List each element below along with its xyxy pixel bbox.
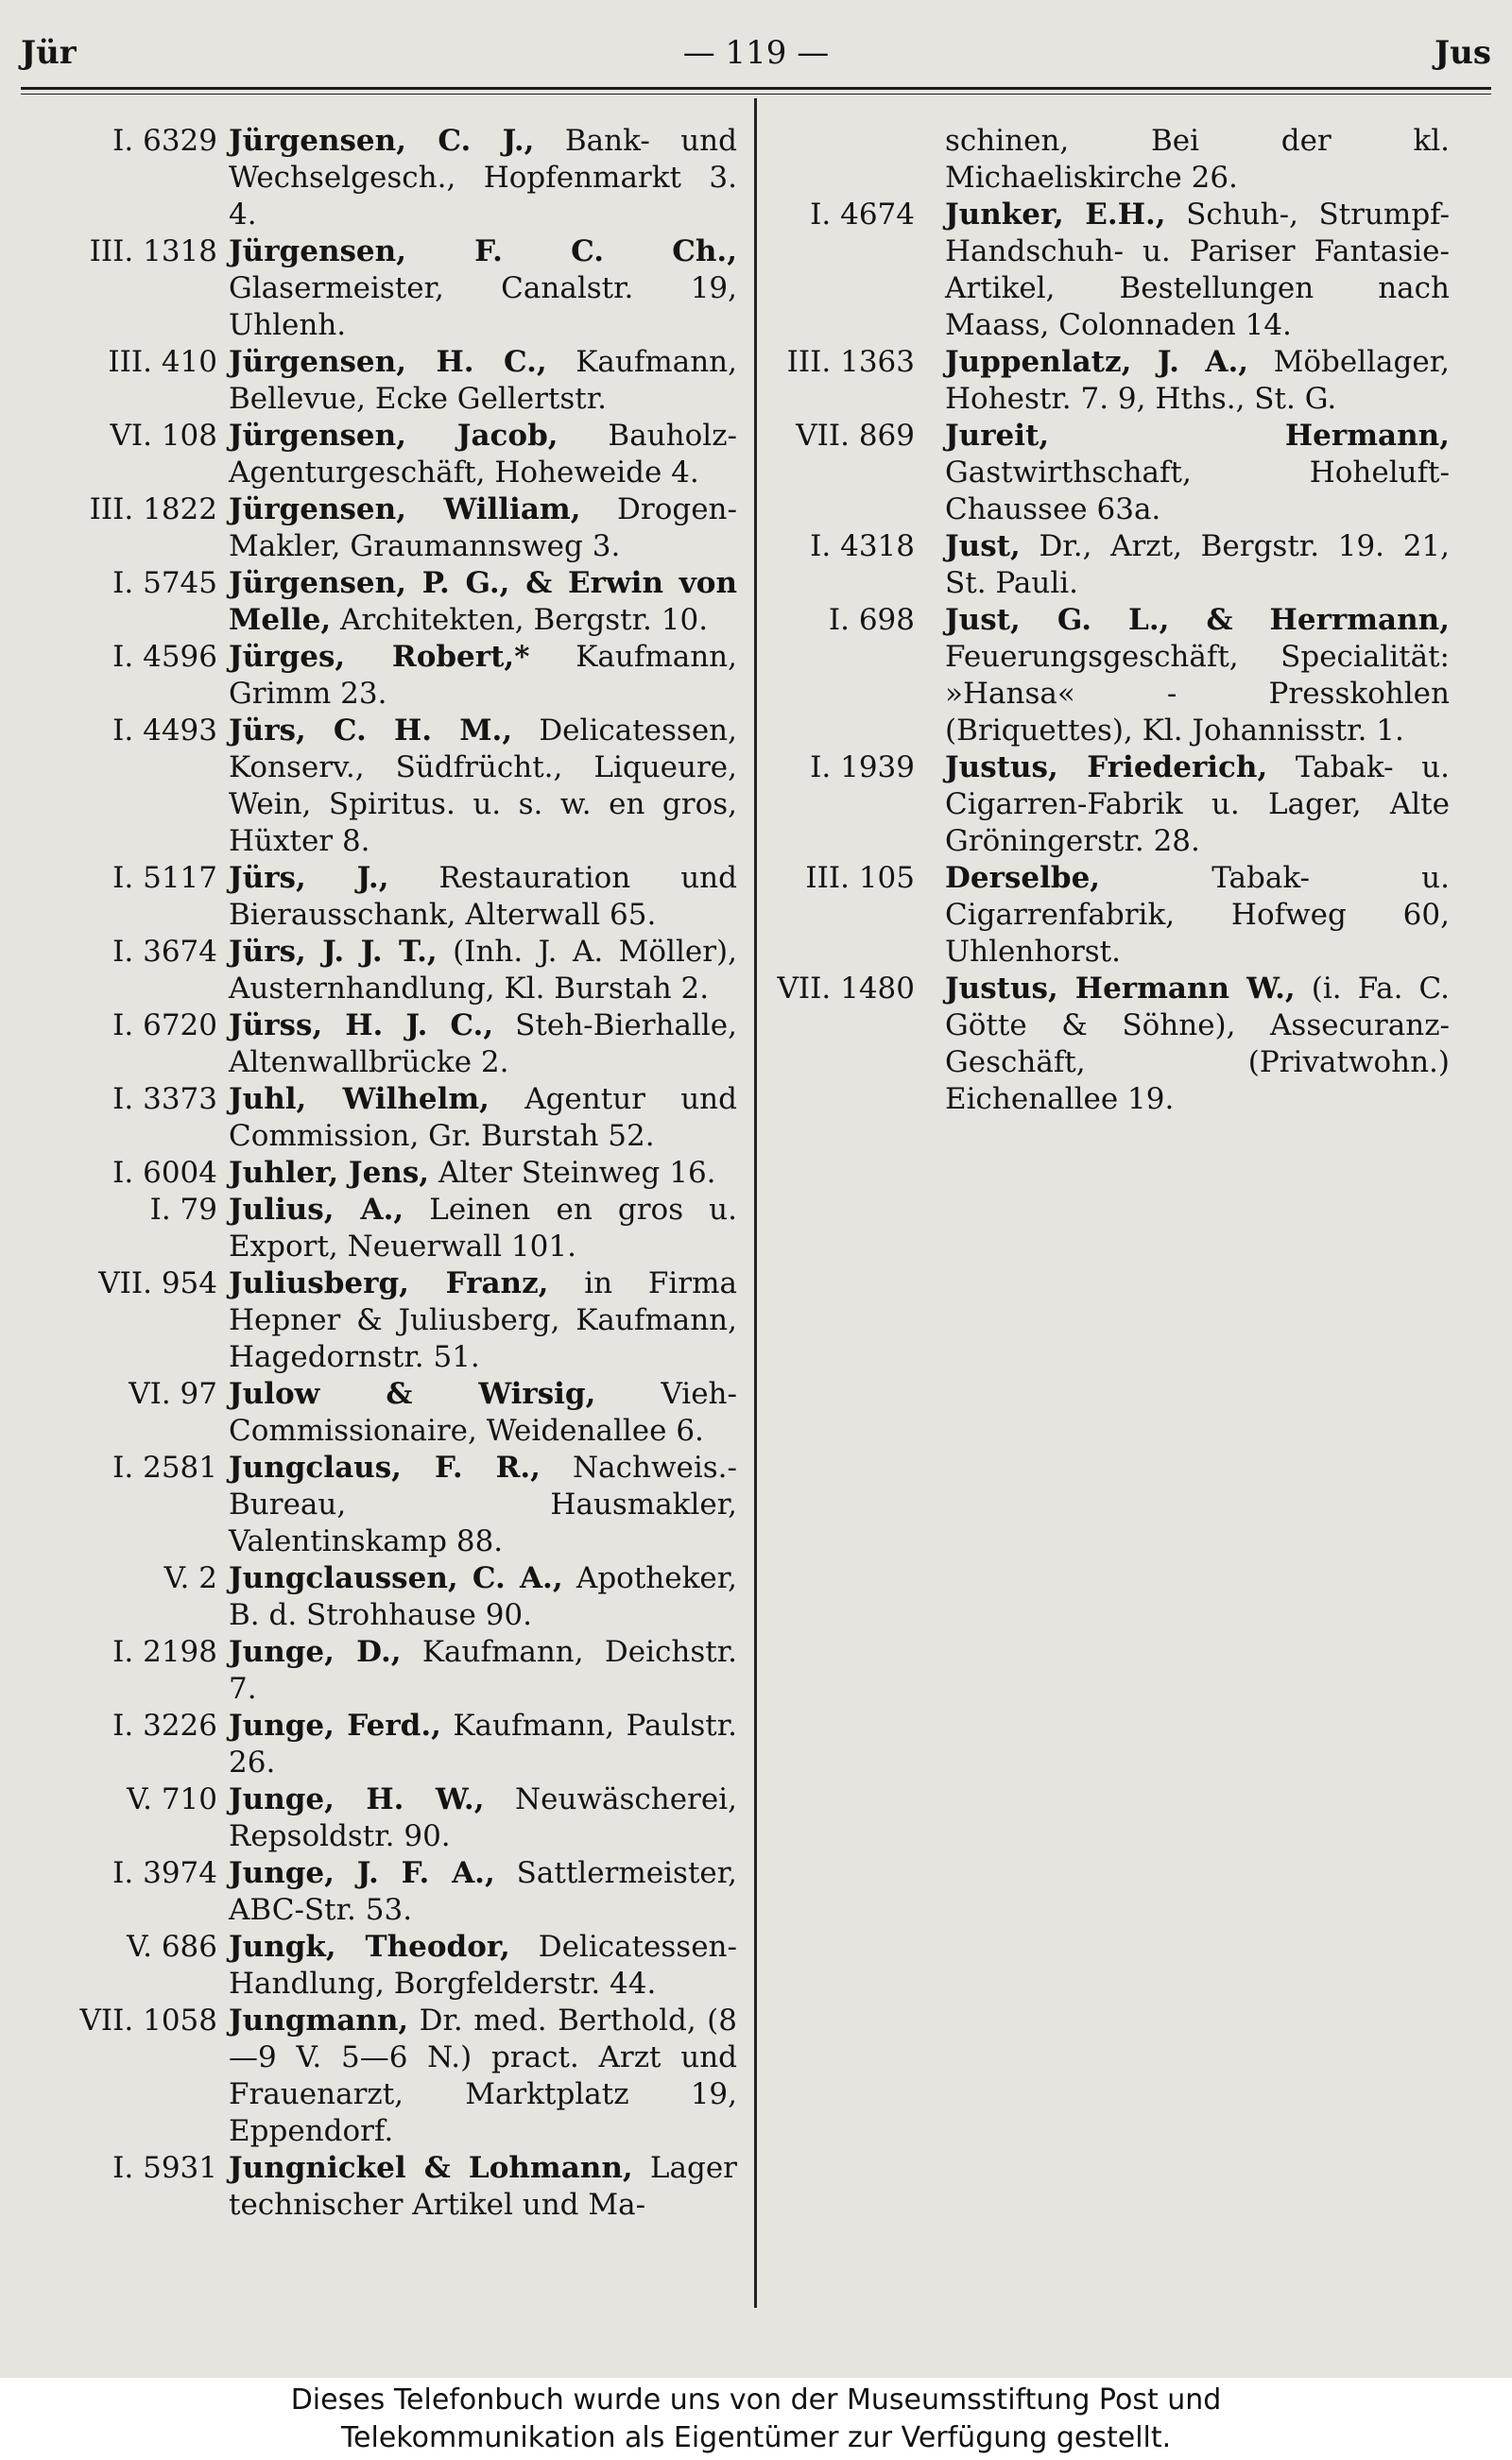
directory-entry (28, 1708, 737, 1781)
entry-body (945, 197, 1450, 344)
entry-body (945, 749, 1450, 860)
phone-number: I. 3373 (112, 1082, 217, 1116)
phone-number: I. 1939 (810, 750, 915, 784)
entry-details: Neuwäscherei, Repsoldstr. 90. (229, 1782, 737, 1853)
directory-entry (28, 1081, 737, 1155)
entry-name: Justus, Friederich, (945, 750, 1268, 784)
entry-details: Glasermeister, Canalstr. 19, Uhlenh. (229, 271, 737, 342)
entry-details: Architekten, Bergstr. 10. (331, 603, 709, 637)
entry-body (229, 1007, 737, 1081)
phone-number: VI. 97 (129, 1377, 217, 1411)
entry-name: Jürges, Robert,* (229, 640, 530, 674)
directory-entry (28, 1155, 737, 1192)
entry-details: Möbellager, Hohestr. 7. 9, Hths., St. G. (945, 345, 1450, 416)
entry-details: Delicatessen-Handlung, Borgfelderstr. 44. (229, 1930, 738, 2001)
entry-name: Junge, J. F. A., (229, 1856, 495, 1890)
directory-entry (28, 1855, 737, 1929)
phone-number: VII. 954 (98, 1266, 217, 1300)
entry-body (229, 713, 737, 860)
entry-details: Apotheker, B. d. Strohhause 90. (229, 1561, 737, 1632)
directory-entry (28, 2003, 737, 2150)
entry-details: Leinen en gros u. Export, Neuerwall 101. (229, 1193, 737, 1264)
directory-entry (28, 1560, 737, 1634)
entry-details: Tabak- u. Cigarren-Fabrik u. Lager, Alte Gröningerstr. 28. (945, 750, 1450, 858)
footer-notice (0, 2378, 1512, 2460)
directory-entry (28, 1634, 737, 1708)
entry-details: (Inh. J. A. Möller), Austernhandlung, Kl. Burstah 2. (229, 935, 737, 1006)
entry-name: Junker, E.H., (945, 198, 1166, 232)
entry-body (945, 528, 1450, 602)
directory-entry (28, 860, 737, 934)
entry-body (229, 344, 737, 418)
entry-body (945, 418, 1450, 528)
directory-entry (28, 713, 737, 860)
entry-details: Tabak- u. Cigarrenfabrik, Hofweg 60, Uhlenhorst. (945, 861, 1450, 969)
entry-details: Delicatessen, Konserv., Südfrücht., Liqueure, Wein, Spiritus. u. s. w. en gros, Hüxter 8. (229, 714, 737, 858)
entry-name: Jureit, Hermann, (945, 419, 1450, 453)
entry-details: Dr. med. Berthold, (8—9 V. 5—6 N.) pract. Arzt und Frauenarzt, Marktplatz 19, Eppendorf. (229, 2004, 737, 2148)
entry-body (229, 1855, 737, 1929)
entry-body (945, 602, 1450, 749)
entry-body (229, 1376, 737, 1450)
phone-number: I. 6720 (112, 1008, 217, 1042)
phone-number: VII. 1480 (777, 972, 915, 1006)
entry-body (229, 934, 737, 1007)
entry-name: Jungclaus, F. R., (229, 1451, 541, 1485)
phone-number: III. 1822 (89, 492, 217, 526)
entry-details: Bank- und Wechselgesch., Hopfenmarkt 3. 4. (229, 124, 737, 232)
phone-number: III. 1363 (786, 345, 915, 379)
directory-entry (762, 197, 1450, 344)
entry-name: Jungmann, (229, 2004, 409, 2038)
phone-number: I. 5745 (112, 566, 217, 600)
directory-entry (28, 233, 737, 344)
entry-body (229, 860, 737, 934)
directory-entry (28, 1265, 737, 1376)
entry-name: Jürgensen, Jacob, (229, 419, 558, 453)
entry-body (229, 123, 737, 233)
entry-name: Jungnickel & Lohmann, (229, 2151, 633, 2185)
entry-name: Just, (945, 529, 1021, 563)
entry-name: Jürgensen, C. J., (229, 124, 535, 158)
phone-number: I. 3226 (112, 1709, 217, 1743)
entry-name: Junge, D., (229, 1635, 402, 1669)
entry-name: Just, G. L., & Herrmann, (945, 603, 1450, 637)
directory-entry (28, 639, 737, 713)
footer-line-2: Telekommunikation als Eigentümer zur Verfügung gestellt. (340, 2421, 1172, 2454)
entry-body (229, 2150, 737, 2224)
entry-body (229, 1634, 737, 1708)
entry-body (229, 1929, 737, 2003)
phone-number: I. 5931 (112, 2151, 217, 2185)
entry-body (229, 1265, 737, 1376)
entry-details: Kaufmann, Grimm 23. (229, 640, 737, 711)
phone-number: V. 710 (127, 1782, 217, 1816)
entry-details: Drogen-Makler, Graumannsweg 3. (229, 492, 737, 563)
entry-name: Junge, Ferd., (229, 1709, 441, 1743)
entry-body (229, 233, 737, 344)
entry-details: Nachweis.-Bureau, Hausmakler, Valentinskamp 88. (229, 1451, 737, 1558)
phone-number: V. 2 (163, 1561, 217, 1595)
entry-details: Kaufmann, Deichstr. 7. (229, 1635, 738, 1706)
entry-name: Jungk, Theodor, (229, 1930, 510, 1964)
directory-entry (762, 602, 1450, 749)
directory-entry (28, 491, 737, 565)
directory-entry (762, 971, 1450, 1118)
entry-body (229, 639, 737, 713)
entry-details: Sattlermeister, ABC-Str. 53. (229, 1856, 738, 1927)
phone-number: I. 4596 (112, 640, 217, 674)
phone-number: I. 5117 (112, 861, 217, 895)
phone-number: I. 4318 (810, 529, 915, 563)
directory-entry (762, 418, 1450, 528)
page-number: — 119 — (682, 34, 830, 72)
phone-number: VII. 869 (796, 419, 915, 453)
directory-entry (28, 565, 737, 639)
entry-details: Schuh-, Strumpf-Handschuh- u. Pariser Fantasie-Artikel, Bestellungen nach Maass, Colonnaden 14. (945, 198, 1451, 342)
phone-number: VI. 108 (110, 419, 217, 453)
phone-number: I. 4493 (112, 714, 217, 748)
entry-name: Jungclaussen, C. A., (229, 1561, 563, 1595)
entry-details: Steh-Bierhalle, Altenwallbrücke 2. (229, 1008, 737, 1079)
entry-body (229, 1450, 737, 1560)
entry-details: Vieh-Commissionaire, Weidenallee 6. (229, 1377, 737, 1448)
phone-number: I. 3674 (112, 935, 217, 969)
entry-details: Kaufmann, Bellevue, Ecke Gellertstr. (229, 345, 737, 416)
phone-number: I. 3974 (112, 1856, 217, 1890)
entry-details: Agentur und Commission, Gr. Burstah 52. (229, 1082, 737, 1153)
entry-details: Gastwirthschaft, Hoheluft-Chaussee 63a. (945, 456, 1450, 526)
phone-number: I. 698 (828, 603, 915, 637)
continuation-text: schinen, Bei der kl. Michaeliskirche 26. (945, 124, 1450, 195)
phone-number: I. 2581 (112, 1451, 217, 1485)
entry-details: Bauholz-Agenturgeschäft, Hoheweide 4. (229, 419, 737, 490)
entry-details: Restauration und Bierausschank, Alterwall 65. (229, 861, 737, 932)
entry-body (229, 1081, 737, 1155)
entry-body (229, 2003, 737, 2150)
header-right-keyword: Jus (1435, 34, 1491, 72)
entry-body (229, 565, 737, 639)
directory-entry (28, 934, 737, 1007)
header-rule-thin (21, 94, 1491, 95)
entry-name: Derselbe, (945, 861, 1101, 895)
entry-details: Dr., Arzt, Bergstr. 19. 21, St. Pauli. (945, 529, 1450, 600)
entry-details: Lager technischer Artikel und Ma- (229, 2151, 737, 2222)
phone-number: III. 1318 (89, 234, 217, 268)
directory-entry (28, 418, 737, 491)
phone-number: VII. 1058 (79, 2004, 217, 2038)
entry-name: Juhl, Wilhelm, (229, 1082, 490, 1116)
entry-name: Jürgensen, H. C., (229, 345, 547, 379)
phone-number: I. 6004 (112, 1156, 217, 1190)
phone-number: III. 410 (108, 345, 217, 379)
phone-number: I. 79 (149, 1193, 217, 1227)
directory-entry (28, 1929, 737, 2003)
directory-entry (28, 1192, 737, 1265)
entry-body (945, 344, 1450, 418)
directory-entry (28, 123, 737, 233)
right-column (762, 123, 1450, 1118)
entry-details: Alter Steinweg 16. (429, 1156, 716, 1190)
header-left-keyword: Jür (21, 34, 77, 72)
entry-body (945, 971, 1450, 1118)
column-divider (754, 98, 757, 2308)
header-rule (21, 87, 1491, 90)
entry-name: Jürgensen, F. C. Ch., (229, 234, 737, 268)
entry-details: in Firma Hepner & Juliusberg, Kaufmann, Hagedornstr. 51. (229, 1266, 737, 1374)
entry-name: Jürs, J., (229, 861, 389, 895)
entry-details: Feuerungsgeschäft, Specialität: »Hansa« - Presskohlen (Briquettes), Kl. Johannisstr. 1. (945, 640, 1450, 748)
entry-body (229, 1155, 737, 1192)
entry-body (229, 1708, 737, 1781)
directory-entry (28, 1376, 737, 1450)
phone-number: I. 4674 (810, 198, 915, 232)
entry-body (229, 1781, 737, 1855)
entry-name: Juliusberg, Franz, (229, 1266, 549, 1300)
phone-number: III. 105 (805, 861, 915, 895)
directory-entry (762, 749, 1450, 860)
footer-line-1: Dieses Telefonbuch wurde uns von der Museumsstiftung Post und (290, 2383, 1222, 2417)
directory-entry (28, 344, 737, 418)
entry-name: Juhler, Jens, (229, 1156, 430, 1190)
directory-entry (28, 1450, 737, 1560)
entry-name: Juppenlatz, J. A., (945, 345, 1249, 379)
directory-entry (762, 344, 1450, 418)
entry-name: Junge, H. W., (229, 1782, 485, 1816)
phone-number: I. 6329 (112, 124, 217, 158)
entry-name: Jürs, C. H. M., (229, 714, 513, 748)
entry-details: Kaufmann, Paulstr. 26. (229, 1709, 737, 1780)
entry-name: Julius, A., (229, 1193, 404, 1227)
entry-name: Jürs, J. J. T., (229, 935, 438, 969)
phone-number: V. 686 (127, 1930, 217, 1964)
entry-name: Julow & Wirsig, (229, 1377, 596, 1411)
entry-body (229, 1560, 737, 1634)
left-column (28, 123, 737, 2224)
phone-number: I. 2198 (112, 1635, 217, 1669)
entry-body (229, 1192, 737, 1265)
entry-body (229, 418, 737, 491)
directory-entry (762, 860, 1450, 971)
entry-details: (i. Fa. C. Götte & Söhne), Assecuranz-Geschäft, (Privatwohn.) Eichenallee 19. (945, 972, 1450, 1116)
directory-entry (28, 1007, 737, 1081)
entry-body (945, 860, 1450, 971)
entry-body (229, 491, 737, 565)
page-header (21, 28, 1491, 76)
entry-name: Justus, Hermann W., (945, 972, 1296, 1006)
entry-name: Jürgensen, William, (229, 492, 581, 526)
entry-name: Jürss, H. J. C., (229, 1008, 494, 1042)
directory-entry (762, 528, 1450, 602)
directory-entry (28, 1781, 737, 1855)
entry-name: Jürgensen, P. G., & Erwin von Melle, (229, 566, 737, 637)
directory-entry (28, 2150, 737, 2224)
